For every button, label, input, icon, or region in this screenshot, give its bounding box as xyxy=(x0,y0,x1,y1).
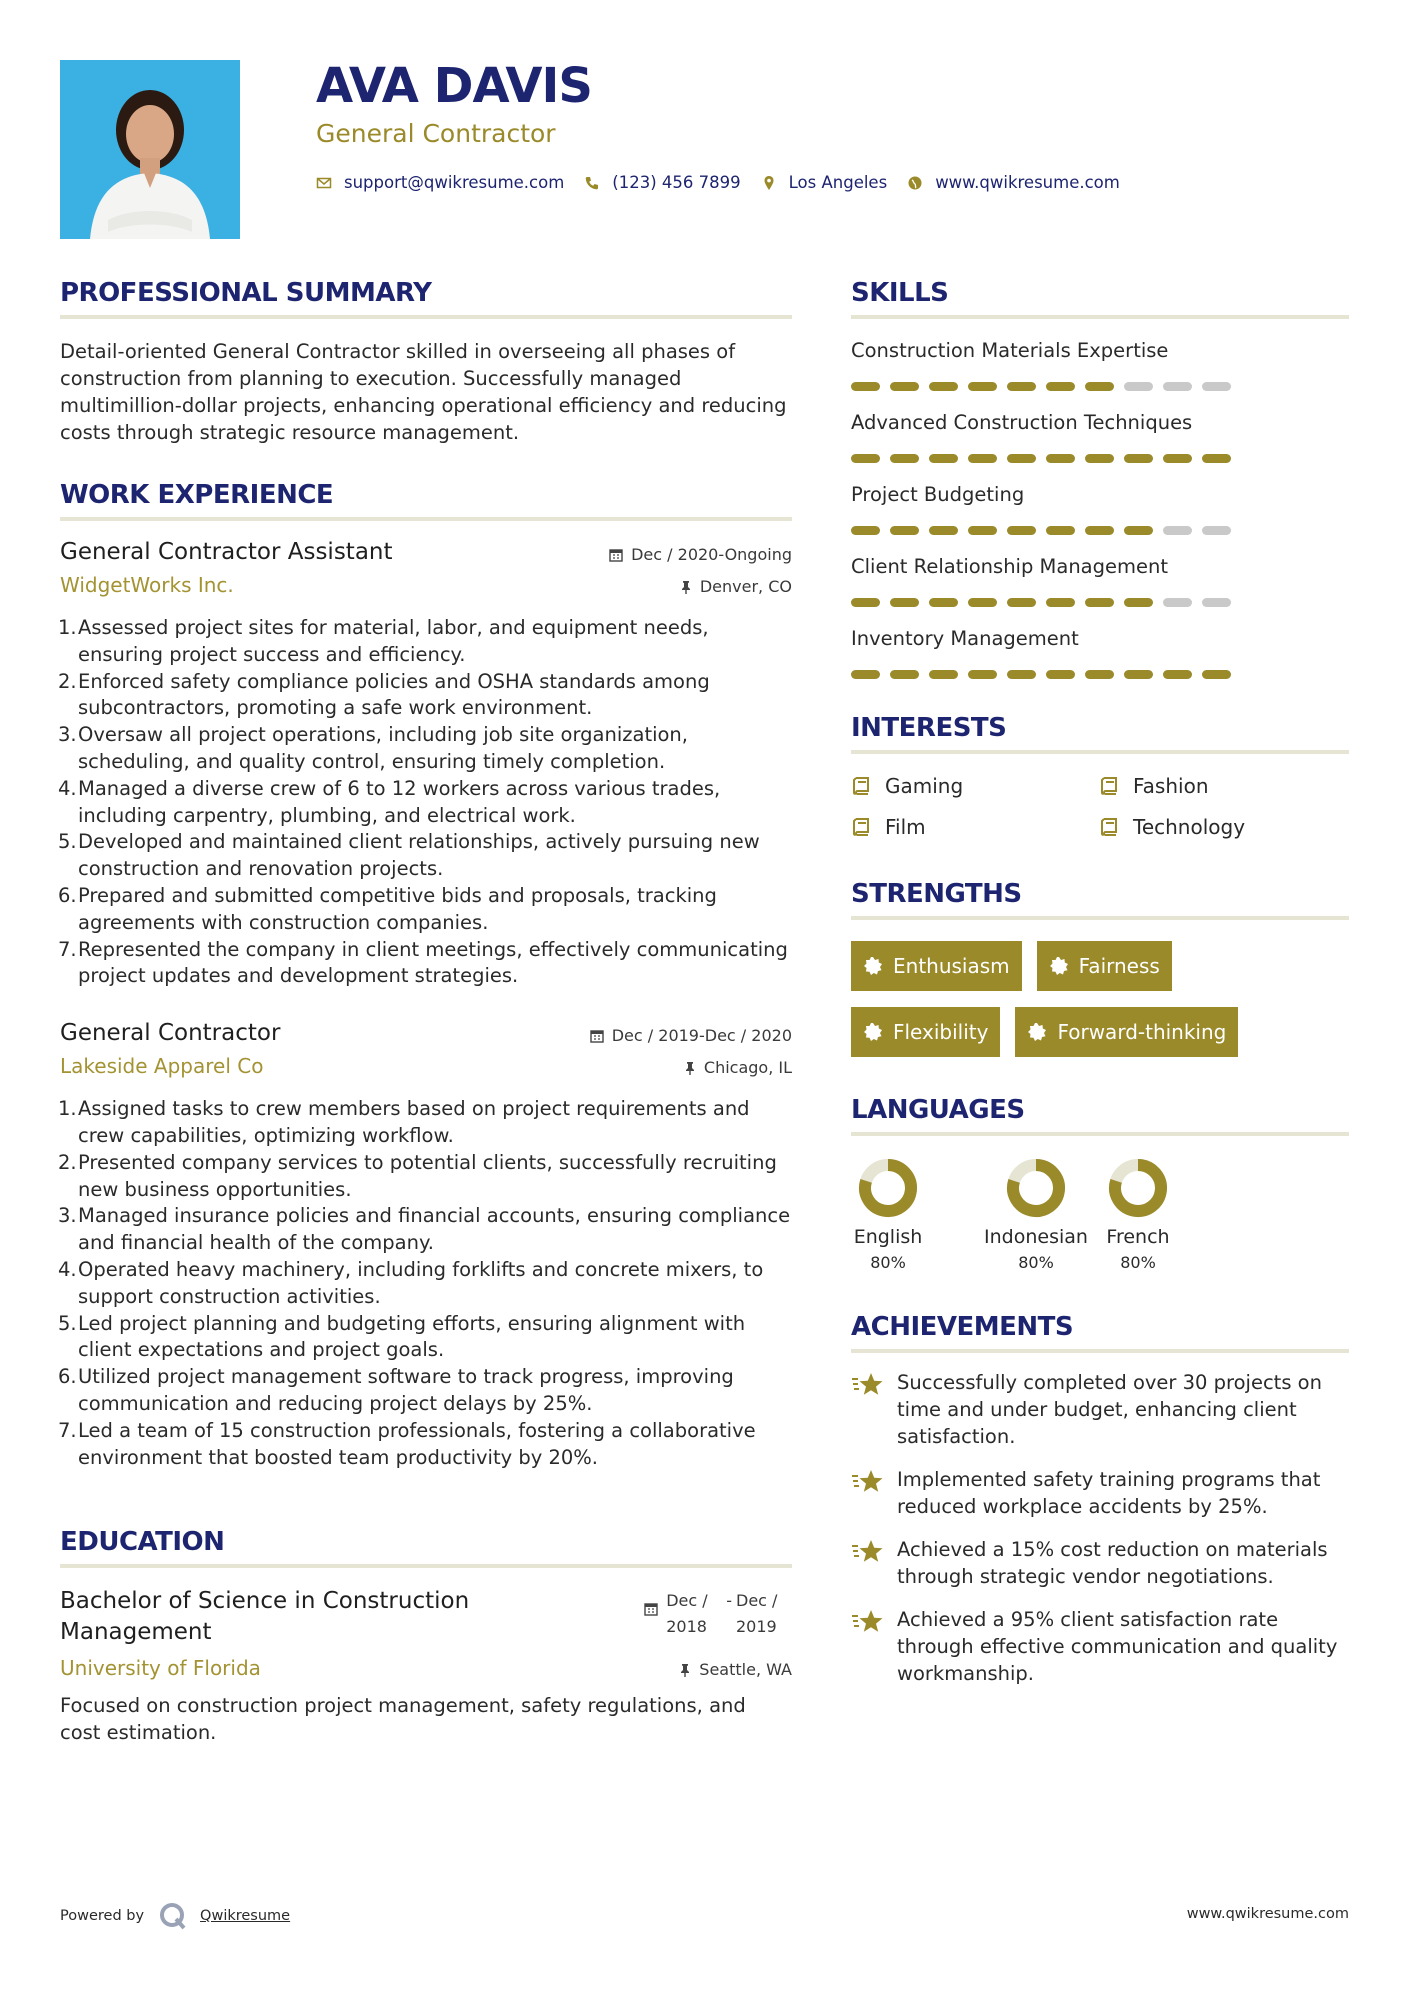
skills-heading: SKILLS xyxy=(851,278,1349,319)
achievements-list xyxy=(851,1369,1349,1687)
pin-icon xyxy=(680,580,692,594)
list-item: 2. Presented company services to potential clients, successfully recruiting new business opportunities. xyxy=(58,1150,777,1201)
skill-level-dot xyxy=(890,382,919,391)
list-item: 5. Developed and maintained client relationships, actively pursuing new construction and renovation projects. xyxy=(58,830,760,881)
skill-level-dot xyxy=(1046,454,1075,463)
skill-level-bar xyxy=(851,526,1349,535)
skill-level-dot xyxy=(968,670,997,679)
skill-level-dot xyxy=(1202,454,1231,463)
skill-level-dot xyxy=(1124,454,1153,463)
skill-level-dot xyxy=(1007,598,1036,607)
skill-level-dot xyxy=(1046,526,1075,535)
interests-heading: INTERESTS xyxy=(851,713,1349,754)
map-pin-icon xyxy=(761,175,777,191)
achievement-item: Implemented safety training programs that reduced workplace accidents by 25%. xyxy=(851,1466,1349,1520)
book-icon xyxy=(1099,776,1119,796)
candidate-role: General Contractor xyxy=(316,119,556,148)
profile-photo xyxy=(60,60,240,239)
skill-level-dot xyxy=(929,670,958,679)
job-entry xyxy=(60,539,792,990)
summary-text: Detail-oriented General Contractor skilled in overseeing all phases of construction from planning to execution. Successfully managed multimillion-dollar projects, enhancing operational efficiency and reducing costs through strategic resource management. xyxy=(60,340,787,444)
list-item: 7. Led a team of 15 construction professionals, fostering a collaborative environment that boosted team productivity by 20%. xyxy=(58,1418,756,1469)
skill-level-dot xyxy=(1046,382,1075,391)
star-icon xyxy=(851,1608,885,1636)
company-name: WidgetWorks Inc. xyxy=(60,573,234,597)
achievements-heading: ACHIEVEMENTS xyxy=(851,1312,1349,1353)
language-progress-ring xyxy=(858,1158,918,1218)
list-item: 3. Oversaw all project operations, including job site organization, scheduling, and quality control, ensuring timely completion. xyxy=(58,723,688,773)
skill-name: Construction Materials Expertise xyxy=(851,339,1169,362)
interest-item: Film xyxy=(851,815,1099,839)
job-title: General Contractor Assistant xyxy=(60,539,393,565)
book-icon xyxy=(851,776,871,796)
skill-level-dot xyxy=(851,382,880,391)
language-progress-ring xyxy=(1108,1158,1168,1218)
list-item: 6. Prepared and submitted competitive bids and proposals, tracking agreements with construction companies. xyxy=(58,883,717,934)
skill-name: Client Relationship Management xyxy=(851,555,1169,578)
skill-level-dot xyxy=(851,454,880,463)
skill-level-dot xyxy=(968,382,997,391)
education-heading: EDUCATION xyxy=(60,1527,792,1568)
interest-item: Gaming xyxy=(851,774,1099,798)
skill-level-dot xyxy=(1124,598,1153,607)
skill-level-dot xyxy=(1163,670,1192,679)
language-item: Indonesian 80% xyxy=(973,1158,1099,1272)
skill-level-dot xyxy=(1085,454,1114,463)
achievement-item: Achieved a 15% cost reduction on materials through strategic vendor negotiations. xyxy=(851,1536,1349,1590)
skill-item xyxy=(851,339,1349,391)
languages-list xyxy=(851,1158,1349,1272)
star-icon xyxy=(851,1468,885,1496)
location-text: Los Angeles xyxy=(788,173,888,192)
skill-level-dot xyxy=(929,454,958,463)
list-item: 4. Operated heavy machinery, including forklifts and concrete mixers, to support construction activities. xyxy=(58,1257,764,1308)
education-date: Dec / 2018 - Dec / 2019 xyxy=(644,1588,792,1640)
left-column xyxy=(60,278,792,1746)
school-name: University of Florida xyxy=(60,1656,261,1681)
strength-badge: Forward-thinking xyxy=(1015,1007,1238,1057)
qwikresume-link[interactable]: Qwikresume xyxy=(200,1908,291,1924)
list-item: 3. Managed insurance policies and financial accounts, ensuring compliance and financial health of the company. xyxy=(58,1204,791,1255)
badge-icon xyxy=(863,956,883,976)
skills-list xyxy=(851,339,1349,679)
skill-level-dot xyxy=(851,598,880,607)
interests-list xyxy=(851,774,1349,839)
degree-title: Bachelor of Science in Construction Management xyxy=(60,1588,470,1646)
list-item: 1. Assessed project sites for material, labor, and equipment needs, ensuring project success and efficiency. xyxy=(58,616,709,666)
skill-level-dot xyxy=(1085,670,1114,679)
languages-heading: LANGUAGES xyxy=(851,1095,1349,1136)
language-item: English 80% xyxy=(851,1158,925,1272)
skill-level-dot xyxy=(929,526,958,535)
book-icon xyxy=(1099,817,1119,837)
skill-level-dot xyxy=(1202,598,1231,607)
skill-name: Project Budgeting xyxy=(851,483,1025,506)
skill-level-dot xyxy=(929,382,958,391)
calendar-icon xyxy=(609,548,623,562)
list-item: 6. Utilized project management software to track progress, improving communication and reducing project delays by 25%. xyxy=(58,1365,734,1415)
skill-name: Inventory Management xyxy=(851,627,1079,650)
email-link[interactable]: support@qwikresume.com xyxy=(344,173,565,192)
job-date: Dec / 2020-Ongoing xyxy=(609,545,792,564)
candidate-name: AVA DAVIS xyxy=(316,58,592,114)
skill-level-dot xyxy=(851,526,880,535)
skill-level-dot xyxy=(1007,382,1036,391)
job-date: Dec / 2019-Dec / 2020 xyxy=(590,1026,792,1045)
footer-url[interactable]: www.qwikresume.com xyxy=(1186,1906,1349,1922)
skill-level-dot xyxy=(890,454,919,463)
skill-level-dot xyxy=(1046,670,1075,679)
badge-icon xyxy=(1049,956,1069,976)
language-progress-ring xyxy=(1006,1158,1066,1218)
language-item: French 80% xyxy=(1101,1158,1175,1272)
powered-by-label: Powered by xyxy=(60,1908,145,1924)
email-icon xyxy=(316,175,332,191)
skill-level-bar xyxy=(851,382,1349,391)
company-name: Lakeside Apparel Co xyxy=(60,1054,264,1079)
star-icon xyxy=(851,1371,885,1399)
skill-level-dot xyxy=(890,598,919,607)
experience-heading: WORK EXPERIENCE xyxy=(60,480,792,521)
skill-level-dot xyxy=(1124,526,1153,535)
skill-item xyxy=(851,483,1349,535)
skill-level-bar xyxy=(851,454,1349,463)
star-icon xyxy=(851,1538,885,1566)
skill-level-dot xyxy=(968,526,997,535)
badge-icon xyxy=(1027,1022,1047,1042)
strengths-heading: STRENGTHS xyxy=(851,879,1349,920)
skill-level-dot xyxy=(968,598,997,607)
skill-level-dot xyxy=(1007,670,1036,679)
skill-level-dot xyxy=(929,598,958,607)
skill-level-dot xyxy=(890,670,919,679)
calendar-icon xyxy=(590,1029,604,1043)
education-entry xyxy=(60,1586,792,1746)
pin-icon xyxy=(679,1663,691,1677)
skill-item xyxy=(851,627,1349,679)
pin-icon xyxy=(684,1061,696,1075)
globe-icon xyxy=(907,175,923,191)
qwikresume-logo-icon xyxy=(158,1901,188,1931)
education-text: Focused on construction project management, safety regulations, and cost estimation. xyxy=(60,1694,746,1745)
list-item: 7. Represented the company in client meetings, effectively communicating project updates and development strategies. xyxy=(58,937,788,988)
website-link[interactable]: www.qwikresume.com xyxy=(935,173,1120,192)
skill-level-bar xyxy=(851,670,1349,679)
list-item: 5. Led project planning and budgeting efforts, ensuring alignment with client expectations and project goals. xyxy=(58,1311,746,1362)
achievement-item: Achieved a 95% client satisfaction rate through effective communication and quality workmanship. xyxy=(851,1606,1349,1687)
job-bullets xyxy=(60,615,792,990)
skill-level-dot xyxy=(1163,382,1192,391)
list-item: 2. Enforced safety compliance policies and OSHA standards among subcontractors, promoting a safe work environment. xyxy=(58,669,710,720)
skill-level-dot xyxy=(890,526,919,535)
skill-level-dot xyxy=(1202,526,1231,535)
calendar-icon xyxy=(644,1602,658,1616)
skill-level-dot xyxy=(1046,598,1075,607)
skill-level-dot xyxy=(1085,382,1114,391)
job-title: General Contractor xyxy=(60,1020,281,1047)
interest-item: Fashion xyxy=(1099,774,1347,798)
footer-powered xyxy=(60,1901,290,1931)
right-column xyxy=(851,278,1349,1687)
contact-bar xyxy=(316,173,1140,192)
skill-level-dot xyxy=(1124,670,1153,679)
skill-level-bar xyxy=(851,598,1349,607)
skill-level-dot xyxy=(1163,526,1192,535)
education-location: Seattle, WA xyxy=(679,1660,792,1679)
skill-level-dot xyxy=(1202,670,1231,679)
book-icon xyxy=(851,817,871,837)
skill-level-dot xyxy=(1124,382,1153,391)
skill-level-dot xyxy=(1085,598,1114,607)
skill-level-dot xyxy=(1163,454,1192,463)
achievement-item: Successfully completed over 30 projects on time and under budget, enhancing client satisfaction. xyxy=(851,1369,1349,1450)
skill-item xyxy=(851,555,1349,607)
job-bullets xyxy=(60,1096,792,1471)
list-item: 4. Managed a diverse crew of 6 to 12 workers across various trades, including carpentry, plumbing, and electrical work. xyxy=(58,776,721,827)
skill-level-dot xyxy=(1007,526,1036,535)
strength-badge: Enthusiasm xyxy=(851,941,1022,991)
phone-icon xyxy=(584,175,600,191)
skill-level-dot xyxy=(851,670,880,679)
skill-name: Advanced Construction Techniques xyxy=(851,411,1193,434)
list-item: 1. Assigned tasks to crew members based on project requirements and crew capabilities, optimizing workflow. xyxy=(58,1097,750,1147)
skill-level-dot xyxy=(1163,598,1192,607)
interest-item: Technology xyxy=(1099,815,1347,839)
skill-level-dot xyxy=(1007,454,1036,463)
strength-badge: Fairness xyxy=(1037,941,1172,991)
strength-badge: Flexibility xyxy=(851,1007,1000,1057)
badge-icon xyxy=(863,1022,883,1042)
job-location: Denver, CO xyxy=(680,577,792,596)
skill-level-dot xyxy=(968,454,997,463)
skill-item xyxy=(851,411,1349,463)
job-entry xyxy=(60,1020,792,1471)
skill-level-dot xyxy=(1085,526,1114,535)
summary-heading: PROFESSIONAL SUMMARY xyxy=(60,278,792,319)
skill-level-dot xyxy=(1202,382,1231,391)
strengths-list xyxy=(851,941,1349,1073)
job-location: Chicago, IL xyxy=(684,1058,792,1077)
phone-text[interactable]: (123) 456 7899 xyxy=(612,173,741,192)
